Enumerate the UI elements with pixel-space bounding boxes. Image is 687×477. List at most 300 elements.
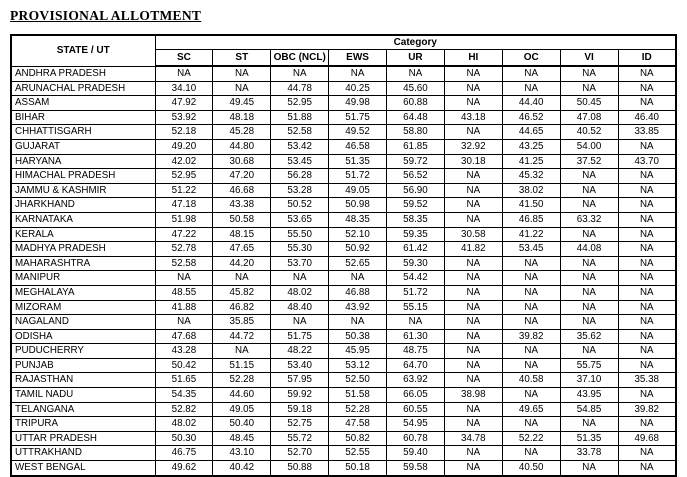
- page-title: PROVISIONAL ALLOTMENT: [10, 8, 202, 23]
- value-cell: 50.30: [155, 431, 213, 446]
- value-cell: NA: [444, 183, 502, 198]
- value-cell: NA: [618, 242, 676, 257]
- table-row: [11, 315, 676, 330]
- value-cell: 51.35: [329, 154, 387, 169]
- value-cell: 43.95: [560, 388, 618, 403]
- value-cell: 52.82: [155, 402, 213, 417]
- state-cell: MAHARASHTRA: [11, 256, 155, 271]
- state-cell: UTTRAKHAND: [11, 446, 155, 461]
- value-cell: 33.85: [618, 125, 676, 140]
- value-cell: 49.05: [329, 183, 387, 198]
- value-cell: 48.22: [271, 344, 329, 359]
- state-cell: JHARKHAND: [11, 198, 155, 213]
- value-cell: NA: [502, 446, 560, 461]
- value-cell: NA: [444, 315, 502, 330]
- value-cell: NA: [502, 358, 560, 373]
- value-cell: 46.52: [502, 110, 560, 125]
- value-cell: NA: [618, 169, 676, 184]
- value-cell: 48.15: [213, 227, 271, 242]
- value-cell: NA: [560, 256, 618, 271]
- value-cell: NA: [444, 402, 502, 417]
- value-cell: NA: [444, 344, 502, 359]
- value-cell: 63.32: [560, 212, 618, 227]
- value-cell: 61.42: [387, 242, 445, 257]
- value-cell: 53.28: [271, 183, 329, 198]
- table-row: [11, 402, 676, 417]
- value-cell: 55.30: [271, 242, 329, 257]
- value-cell: 53.92: [155, 110, 213, 125]
- state-cell: ARUNACHAL PRADESH: [11, 81, 155, 96]
- value-cell: 51.15: [213, 358, 271, 373]
- value-cell: NA: [155, 315, 213, 330]
- value-cell: 54.42: [387, 271, 445, 286]
- value-cell: 44.40: [502, 96, 560, 111]
- value-cell: 40.52: [560, 125, 618, 140]
- value-cell: NA: [502, 344, 560, 359]
- value-cell: 51.72: [329, 169, 387, 184]
- value-cell: 38.98: [444, 388, 502, 403]
- value-cell: NA: [387, 315, 445, 330]
- table-row: [11, 285, 676, 300]
- value-cell: 54.35: [155, 388, 213, 403]
- value-cell: 53.45: [502, 242, 560, 257]
- table-row: [11, 417, 676, 432]
- table-row: [11, 183, 676, 198]
- state-cell: PUDUCHERRY: [11, 344, 155, 359]
- value-cell: 50.88: [271, 461, 329, 476]
- value-cell: 46.82: [213, 300, 271, 315]
- value-cell: NA: [444, 125, 502, 140]
- value-cell: NA: [560, 198, 618, 213]
- value-cell: 60.88: [387, 96, 445, 111]
- table-row: [11, 344, 676, 359]
- value-cell: 38.02: [502, 183, 560, 198]
- value-cell: NA: [618, 256, 676, 271]
- state-cell: JAMMU & KASHMIR: [11, 183, 155, 198]
- value-cell: NA: [329, 271, 387, 286]
- value-cell: 52.55: [329, 446, 387, 461]
- value-cell: 50.58: [213, 212, 271, 227]
- value-cell: 63.92: [387, 373, 445, 388]
- state-cell: NAGALAND: [11, 315, 155, 330]
- value-cell: NA: [502, 315, 560, 330]
- value-cell: 30.68: [213, 154, 271, 169]
- value-cell: NA: [618, 344, 676, 359]
- value-cell: 44.60: [213, 388, 271, 403]
- value-cell: NA: [618, 66, 676, 81]
- value-cell: 32.92: [444, 139, 502, 154]
- value-cell: 50.45: [560, 96, 618, 111]
- value-cell: 51.72: [387, 285, 445, 300]
- value-cell: 52.50: [329, 373, 387, 388]
- value-cell: 55.75: [560, 358, 618, 373]
- state-cell: BIHAR: [11, 110, 155, 125]
- value-cell: NA: [502, 285, 560, 300]
- value-cell: 50.40: [213, 417, 271, 432]
- value-cell: NA: [618, 81, 676, 96]
- value-cell: 43.38: [213, 198, 271, 213]
- value-cell: NA: [618, 300, 676, 315]
- value-cell: 64.48: [387, 110, 445, 125]
- value-cell: NA: [444, 212, 502, 227]
- table-row: [11, 81, 676, 96]
- value-cell: 56.52: [387, 169, 445, 184]
- value-cell: 49.45: [213, 96, 271, 111]
- value-cell: 52.75: [271, 417, 329, 432]
- value-cell: 61.30: [387, 329, 445, 344]
- value-cell: 43.18: [444, 110, 502, 125]
- value-cell: 46.58: [329, 139, 387, 154]
- table-row: [11, 242, 676, 257]
- value-cell: 47.92: [155, 96, 213, 111]
- value-cell: NA: [618, 315, 676, 330]
- column-header-ur: UR: [387, 50, 445, 67]
- value-cell: 55.72: [271, 431, 329, 446]
- value-cell: 58.35: [387, 212, 445, 227]
- value-cell: NA: [618, 139, 676, 154]
- value-cell: 43.70: [618, 154, 676, 169]
- value-cell: 53.65: [271, 212, 329, 227]
- table-row: [11, 388, 676, 403]
- value-cell: 53.42: [271, 139, 329, 154]
- state-cell: HIMACHAL PRADESH: [11, 169, 155, 184]
- value-cell: 59.58: [387, 461, 445, 476]
- value-cell: NA: [444, 461, 502, 476]
- value-cell: 51.35: [560, 431, 618, 446]
- table-row: [11, 154, 676, 169]
- value-cell: 40.50: [502, 461, 560, 476]
- value-cell: 41.25: [502, 154, 560, 169]
- value-cell: NA: [618, 417, 676, 432]
- table-row: [11, 227, 676, 242]
- state-cell: ODISHA: [11, 329, 155, 344]
- value-cell: NA: [560, 461, 618, 476]
- value-cell: 57.95: [271, 373, 329, 388]
- value-cell: NA: [618, 227, 676, 242]
- value-cell: NA: [444, 417, 502, 432]
- value-cell: 41.50: [502, 198, 560, 213]
- value-cell: NA: [560, 66, 618, 81]
- value-cell: 52.58: [155, 256, 213, 271]
- value-cell: NA: [155, 66, 213, 81]
- value-cell: NA: [618, 358, 676, 373]
- state-cell: ANDHRA PRADESH: [11, 66, 155, 81]
- value-cell: NA: [560, 271, 618, 286]
- value-cell: 61.85: [387, 139, 445, 154]
- value-cell: 48.55: [155, 285, 213, 300]
- value-cell: 41.22: [502, 227, 560, 242]
- table-row: [11, 110, 676, 125]
- value-cell: 44.65: [502, 125, 560, 140]
- value-cell: 37.10: [560, 373, 618, 388]
- value-cell: NA: [618, 388, 676, 403]
- value-cell: NA: [618, 212, 676, 227]
- value-cell: 47.58: [329, 417, 387, 432]
- value-cell: NA: [213, 271, 271, 286]
- value-cell: 44.78: [271, 81, 329, 96]
- state-cell: MANIPUR: [11, 271, 155, 286]
- value-cell: 51.65: [155, 373, 213, 388]
- value-cell: NA: [502, 66, 560, 81]
- value-cell: 46.75: [155, 446, 213, 461]
- value-cell: 48.02: [155, 417, 213, 432]
- value-cell: 47.68: [155, 329, 213, 344]
- value-cell: 45.32: [502, 169, 560, 184]
- value-cell: 51.75: [329, 110, 387, 125]
- value-cell: 52.70: [271, 446, 329, 461]
- value-cell: NA: [444, 373, 502, 388]
- value-cell: 52.58: [271, 125, 329, 140]
- value-cell: 50.92: [329, 242, 387, 257]
- value-cell: 41.82: [444, 242, 502, 257]
- value-cell: 40.42: [213, 461, 271, 476]
- value-cell: 58.80: [387, 125, 445, 140]
- value-cell: 52.22: [502, 431, 560, 446]
- value-cell: NA: [155, 271, 213, 286]
- value-cell: 37.52: [560, 154, 618, 169]
- state-cell: PUNJAB: [11, 358, 155, 373]
- value-cell: NA: [213, 344, 271, 359]
- table-row: [11, 431, 676, 446]
- value-cell: NA: [618, 198, 676, 213]
- value-cell: 43.10: [213, 446, 271, 461]
- value-cell: 52.18: [155, 125, 213, 140]
- value-cell: NA: [444, 96, 502, 111]
- value-cell: 59.18: [271, 402, 329, 417]
- value-cell: 46.85: [502, 212, 560, 227]
- value-cell: 53.70: [271, 256, 329, 271]
- value-cell: NA: [444, 285, 502, 300]
- provisional-allotment-table: [10, 34, 677, 477]
- value-cell: 45.82: [213, 285, 271, 300]
- table-row: [11, 329, 676, 344]
- value-cell: NA: [387, 66, 445, 81]
- table-body: [11, 66, 676, 476]
- value-cell: 46.40: [618, 110, 676, 125]
- state-cell: HARYANA: [11, 154, 155, 169]
- table-row: [11, 461, 676, 476]
- column-header-sc: SC: [155, 50, 213, 67]
- value-cell: 52.28: [213, 373, 271, 388]
- value-cell: NA: [502, 300, 560, 315]
- table-row: [11, 358, 676, 373]
- value-cell: NA: [444, 358, 502, 373]
- state-cell: MADHYA PRADESH: [11, 242, 155, 257]
- value-cell: 33.78: [560, 446, 618, 461]
- table-header: [11, 35, 676, 66]
- value-cell: 40.58: [502, 373, 560, 388]
- value-cell: NA: [618, 271, 676, 286]
- value-cell: 59.72: [387, 154, 445, 169]
- value-cell: 60.78: [387, 431, 445, 446]
- value-cell: NA: [213, 66, 271, 81]
- table-row: [11, 446, 676, 461]
- value-cell: 44.08: [560, 242, 618, 257]
- value-cell: NA: [618, 446, 676, 461]
- value-cell: 49.68: [618, 431, 676, 446]
- value-cell: 59.92: [271, 388, 329, 403]
- state-cell: TELANGANA: [11, 402, 155, 417]
- state-cell: KARNATAKA: [11, 212, 155, 227]
- table-row: [11, 125, 676, 140]
- value-cell: 47.22: [155, 227, 213, 242]
- column-header-oc: OC: [502, 50, 560, 67]
- table-row: [11, 373, 676, 388]
- value-cell: NA: [560, 183, 618, 198]
- value-cell: 50.52: [271, 198, 329, 213]
- value-cell: 47.18: [155, 198, 213, 213]
- state-cell: MIZORAM: [11, 300, 155, 315]
- value-cell: NA: [560, 344, 618, 359]
- state-cell: TRIPURA: [11, 417, 155, 432]
- value-cell: 50.38: [329, 329, 387, 344]
- value-cell: 52.28: [329, 402, 387, 417]
- value-cell: NA: [560, 81, 618, 96]
- value-cell: 34.78: [444, 431, 502, 446]
- value-cell: 48.18: [213, 110, 271, 125]
- value-cell: 52.95: [271, 96, 329, 111]
- value-cell: 64.70: [387, 358, 445, 373]
- value-cell: 53.40: [271, 358, 329, 373]
- value-cell: 50.42: [155, 358, 213, 373]
- value-cell: NA: [560, 227, 618, 242]
- value-cell: NA: [329, 66, 387, 81]
- value-cell: NA: [502, 417, 560, 432]
- state-cell: WEST BENGAL: [11, 461, 155, 476]
- value-cell: 52.78: [155, 242, 213, 257]
- column-header-ews: EWS: [329, 50, 387, 67]
- value-cell: 59.40: [387, 446, 445, 461]
- value-cell: 51.88: [271, 110, 329, 125]
- value-cell: NA: [444, 300, 502, 315]
- value-cell: NA: [444, 256, 502, 271]
- value-cell: NA: [618, 461, 676, 476]
- value-cell: 66.05: [387, 388, 445, 403]
- value-cell: 51.98: [155, 212, 213, 227]
- value-cell: 40.25: [329, 81, 387, 96]
- value-cell: 59.52: [387, 198, 445, 213]
- value-cell: 44.80: [213, 139, 271, 154]
- category-header-row: [11, 35, 676, 50]
- value-cell: NA: [560, 417, 618, 432]
- value-cell: 50.98: [329, 198, 387, 213]
- value-cell: 48.75: [387, 344, 445, 359]
- value-cell: NA: [560, 285, 618, 300]
- value-cell: 48.40: [271, 300, 329, 315]
- value-cell: 47.65: [213, 242, 271, 257]
- value-cell: NA: [560, 300, 618, 315]
- value-cell: NA: [618, 183, 676, 198]
- value-cell: 59.35: [387, 227, 445, 242]
- column-header-vi: VI: [560, 50, 618, 67]
- value-cell: NA: [213, 81, 271, 96]
- value-cell: NA: [618, 96, 676, 111]
- value-cell: 39.82: [502, 329, 560, 344]
- table-row: [11, 271, 676, 286]
- value-cell: 56.28: [271, 169, 329, 184]
- value-cell: NA: [618, 285, 676, 300]
- value-cell: NA: [560, 169, 618, 184]
- column-header-obc-ncl: OBC (NCL): [271, 50, 329, 67]
- state-cell: GUJARAT: [11, 139, 155, 154]
- value-cell: 43.92: [329, 300, 387, 315]
- state-cell: UTTAR PRADESH: [11, 431, 155, 446]
- table-row: [11, 66, 676, 81]
- value-cell: NA: [271, 66, 329, 81]
- table-row: [11, 198, 676, 213]
- value-cell: 49.20: [155, 139, 213, 154]
- value-cell: 50.18: [329, 461, 387, 476]
- value-cell: 43.28: [155, 344, 213, 359]
- value-cell: NA: [502, 271, 560, 286]
- value-cell: 54.85: [560, 402, 618, 417]
- table-row: [11, 169, 676, 184]
- value-cell: 51.22: [155, 183, 213, 198]
- column-header-id: ID: [618, 50, 676, 67]
- column-header-hi: HI: [444, 50, 502, 67]
- value-cell: 49.65: [502, 402, 560, 417]
- value-cell: 52.95: [155, 169, 213, 184]
- table-row: [11, 139, 676, 154]
- value-cell: 50.82: [329, 431, 387, 446]
- state-cell: TAMIL NADU: [11, 388, 155, 403]
- state-cell: MEGHALAYA: [11, 285, 155, 300]
- value-cell: 48.45: [213, 431, 271, 446]
- value-cell: NA: [618, 329, 676, 344]
- value-cell: NA: [502, 388, 560, 403]
- state-ut-header: STATE / UT: [11, 35, 155, 66]
- value-cell: 52.10: [329, 227, 387, 242]
- table-row: [11, 212, 676, 227]
- value-cell: NA: [444, 66, 502, 81]
- value-cell: 49.52: [329, 125, 387, 140]
- value-cell: 35.62: [560, 329, 618, 344]
- value-cell: NA: [271, 315, 329, 330]
- value-cell: 42.02: [155, 154, 213, 169]
- value-cell: 52.65: [329, 256, 387, 271]
- value-cell: 44.20: [213, 256, 271, 271]
- value-cell: 51.58: [329, 388, 387, 403]
- value-cell: NA: [560, 315, 618, 330]
- value-cell: NA: [329, 315, 387, 330]
- value-cell: 48.02: [271, 285, 329, 300]
- value-cell: 54.95: [387, 417, 445, 432]
- value-cell: NA: [444, 271, 502, 286]
- state-cell: RAJASTHAN: [11, 373, 155, 388]
- value-cell: 55.15: [387, 300, 445, 315]
- value-cell: 51.75: [271, 329, 329, 344]
- value-cell: NA: [444, 198, 502, 213]
- table-row: [11, 96, 676, 111]
- state-cell: CHHATTISGARH: [11, 125, 155, 140]
- table-row: [11, 256, 676, 271]
- value-cell: 46.88: [329, 285, 387, 300]
- value-cell: 49.62: [155, 461, 213, 476]
- value-cell: 47.08: [560, 110, 618, 125]
- value-cell: 43.25: [502, 139, 560, 154]
- value-cell: 45.95: [329, 344, 387, 359]
- value-cell: 34.10: [155, 81, 213, 96]
- value-cell: 49.05: [213, 402, 271, 417]
- value-cell: 59.30: [387, 256, 445, 271]
- value-cell: NA: [444, 446, 502, 461]
- value-cell: NA: [271, 271, 329, 286]
- value-cell: NA: [444, 81, 502, 96]
- value-cell: 44.72: [213, 329, 271, 344]
- value-cell: 55.50: [271, 227, 329, 242]
- state-cell: ASSAM: [11, 96, 155, 111]
- value-cell: 45.60: [387, 81, 445, 96]
